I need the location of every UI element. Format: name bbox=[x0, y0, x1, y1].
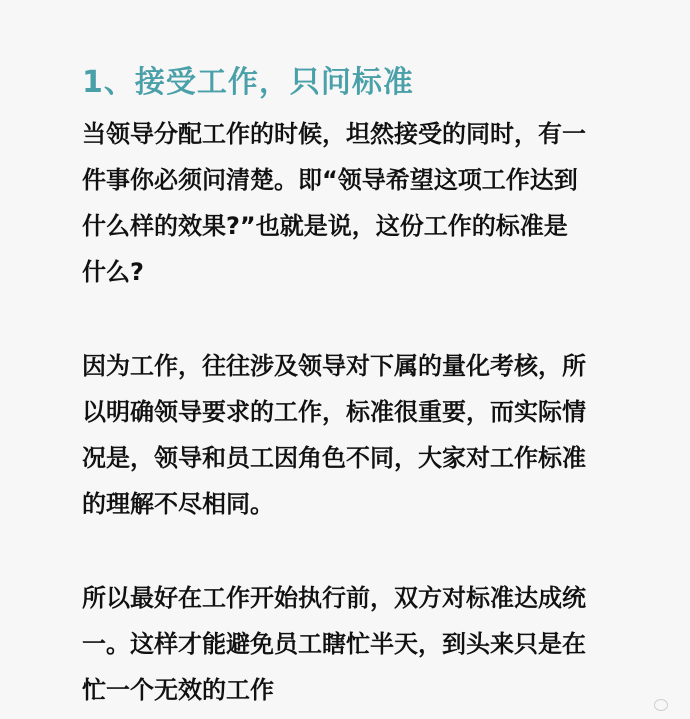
section-heading: 1、接受工作，只问标准 bbox=[82, 65, 414, 100]
watermark bbox=[654, 699, 672, 713]
weibo-icon bbox=[654, 699, 668, 711]
paragraph-2: 因为工作，往往涉及领导对下属的量化考核，所 以明确领导要求的工作，标准很重要，而实际情 况是，领导和员工因角色不同，大家对工作标准 的理解不尽相同。 bbox=[82, 352, 586, 518]
paragraph-3: 所以最好在工作开始执行前，双方对标准达成统 一。这样才能避免员工瞎忙半天，到头来只是在 忙一个无效的工作 bbox=[82, 584, 586, 704]
paragraph-1: 当领导分配工作的时候，坦然接受的同时，有一 件事你必须问清楚。即“领导希望这项工作达到 什么样的效果?”也就是说，这份工作的标准是 什么? bbox=[82, 120, 586, 286]
